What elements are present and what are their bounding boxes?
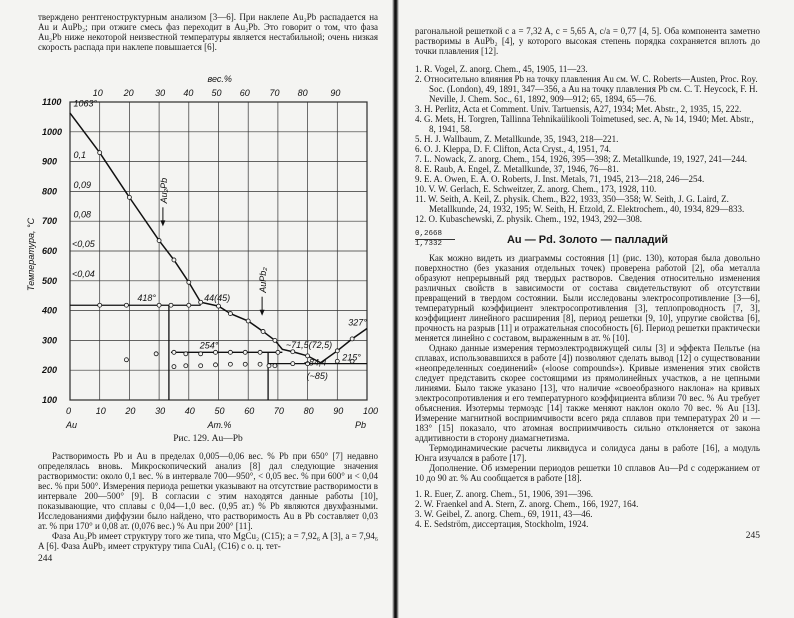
data-point — [172, 350, 176, 354]
reference-item: 6. O. J. Kleppa, D. F. Clifton, Acta Cryst., 4, 1951, 74. — [415, 144, 612, 154]
reference-item: 12. O. Kubaschewski, Z. physik. Chem., 192, 1943, 292—308. — [415, 214, 642, 224]
top-tick-label: 90 — [330, 88, 341, 98]
left-top-paragraph — [38, 12, 378, 52]
x-tick-label: 90 — [333, 406, 344, 416]
data-point — [291, 350, 295, 354]
x-tick-label: 100 — [363, 406, 379, 416]
data-point — [154, 352, 158, 356]
annotation-label: 0,1 — [73, 150, 87, 161]
end-label-pb: Pb — [355, 420, 367, 430]
data-point — [228, 312, 232, 316]
y-tick-label: 1000 — [42, 126, 63, 137]
reference-item: 7. L. Nowack, Z. anorg. Chem., 154, 1926, 395—398; Z. Metallkunde, 19, 1927, 241—244. — [415, 154, 748, 164]
end-label-au: Au — [66, 420, 78, 430]
y-tick-label: 900 — [42, 156, 58, 167]
annotation-label: 254° — [199, 340, 219, 351]
y-tick-label: 200 — [42, 365, 58, 376]
reference-item: 9. E. A. Owen, E. A. O. Roberts, J. Inst. Metals, 71, 1945, 213—218, 246—254. — [415, 174, 705, 184]
annotation-label: (~85) — [306, 371, 328, 382]
data-point — [199, 364, 203, 368]
y-tick-label: 500 — [42, 275, 58, 286]
annotation-label: 418° — [137, 292, 156, 303]
annotation-label: 1063° — [73, 98, 98, 109]
right-page-column — [415, 26, 760, 542]
references-au-pb — [415, 64, 760, 224]
y-tick-label: 100 — [42, 395, 58, 405]
x-tick-label: 40 — [184, 406, 195, 416]
data-point — [184, 352, 188, 356]
page-number-left: 244 — [38, 554, 53, 564]
section-heading-row — [415, 230, 760, 249]
references-au-pd — [415, 489, 760, 529]
x-axis-label: Ат.% — [207, 420, 232, 430]
top-tick-label: 50 — [211, 88, 222, 98]
page-number-right: 245 — [745, 531, 760, 541]
phase-label: Au₂Pb — [158, 177, 169, 204]
data-point — [258, 350, 262, 354]
data-point — [267, 364, 271, 368]
reference-item: 8. E. Raub, A. Engel, Z. Metallkunde, 37, 1946, 76—81. — [415, 164, 619, 174]
paragraph: Растворимость Pb и Au в пределах 0,005—0,06 вес. % Pb при 650° [7] недавно определялась вновь. Микроскопический анализ [8] дал следующие значения растворимости: около 0,1 вес. % в интервале 700—950°, < 0,05 вес. % при 600° и < 0,04 вес. % при 500°. Измерения периода решетки указывают на отсутствие растворимости в интервале 200—500° [9]. В согласии с этим находятся данные работы [10], показывающие, что сплавы с 0,04—1,0 вес. (0,95 ат.) % Pb являются двухфазными. Исследованиями диффузии было найдено, что растворимость Au в Pb составляет 0,03 ат. % при 170° и 0,08 ат. (0,076 вес.) % Au при 200° [11]. — [38, 451, 378, 531]
figure-caption: Рис. 129. Au—Pb — [173, 434, 243, 444]
data-point — [127, 195, 131, 199]
annotation-label: 44(45) — [204, 292, 231, 303]
y-tick-label: 300 — [42, 335, 58, 346]
reference-item: 11. W. Seith, A. Keil, Z. physik. Chem., B22, 1933, 350—358; W. Seith, J. G. Laird, Z. Metallkunde, 24, 1932, 195; W. Seith, H. Etzold, Z. Elektrochem., 40, 1934, 829—833. — [415, 194, 745, 214]
data-point — [169, 303, 173, 307]
data-point — [350, 337, 354, 341]
paragraph: Дополнение. Об измерении периодов решетки 10 сплавов Au—Pd с содержанием от 10 до 90 ат. % Au сообщается в работе [18]. — [415, 463, 760, 483]
annotation-label: 327° — [348, 317, 367, 328]
y-axis-label: Температура, °C — [26, 217, 36, 291]
x-tick-label: 0 — [66, 406, 72, 416]
data-point — [187, 280, 191, 284]
left-bottom-column — [38, 434, 378, 565]
annotation-label: <0,04 — [72, 268, 95, 279]
reference-item: 3. H. Perlitz, Acta et Comment. Univ. Tartuensis, A27, 1934; Met. Abstr., 2, 1935, 15, 222. — [415, 104, 742, 114]
right-body — [415, 253, 760, 483]
data-point — [214, 363, 218, 367]
annotation-label: 215° — [342, 352, 361, 363]
paragraph: Фаза Au₂Pb имеет структуру того же типа, что MgCu₂ (C15); a = 7,92₆ A [3], a = 7,94₆ A [6]. Фаза AuPb₂ имеет структуру типа CuAl₂ (C16) с о. ц. тет- — [38, 531, 378, 551]
reference-item: 3. W. Geibel, Z. anorg. Chem., 69, 1911, 43—46. — [415, 509, 593, 519]
top-tick-label: 70 — [269, 88, 280, 98]
data-point — [258, 362, 262, 366]
x-tick-label: 20 — [125, 406, 136, 416]
data-point — [184, 364, 188, 368]
x-tick-label: 80 — [303, 406, 314, 416]
x-tick-label: 60 — [244, 406, 255, 416]
top-tick-label: 40 — [183, 88, 194, 98]
x-tick-label: 10 — [95, 406, 106, 416]
reference-item: 1. R. Vogel, Z. anorg. Chem., 45, 1905, 11—23. — [415, 64, 588, 74]
annotation-label: 0,09 — [73, 179, 92, 190]
arrow-head-icon — [160, 220, 165, 226]
data-point — [228, 362, 232, 366]
reference-item: 4. G. Mets, H. Torgren, Tallinna Tehnikaülikooli Toimetused, sec. A, № 14, 1940; Met. Abstr., 8, 1941, 58. — [415, 114, 754, 134]
top-tick-label: 60 — [239, 88, 250, 98]
data-point — [335, 349, 339, 353]
reference-item: 1. R. Euer, Z. anorg. Chem., 51, 1906, 391—396. — [415, 489, 593, 499]
data-point — [157, 303, 161, 307]
paragraph: Термодинамические расчеты ликвидуса и солидуса даны в работе [16], а модуль Юнга изучался в работе [17]. — [415, 443, 760, 463]
data-point — [246, 319, 250, 323]
reference-item: 4. E. Sedström, диссертация, Stockholm, 1924. — [415, 519, 589, 529]
data-point — [261, 329, 265, 333]
data-point — [273, 338, 277, 342]
annotation-label: ~84,4 — [303, 357, 327, 368]
data-point — [172, 365, 176, 369]
data-point — [228, 350, 232, 354]
annotation-label: 0,08 — [73, 209, 92, 220]
data-point — [187, 303, 191, 307]
paragraph: Однако данные измерения термоэлектродвижущей силы [3] и эффекта Пельтье (на сплавах, использовавшихся в работе [4]) позволяют сделать вывод [12] о существовании «неопределенных соединений» («loose compounds»). Кривые изменения этих свойств следует представить скорее состоящими из прямолинейных участков, а не цепными линиями. Было также указано [13], что наличие «своеобразного наклона» на кривых электросопротивления и его температурного коэффициента вблизи 70 вес. % Au требует объяснения. Изотермы термоэдс [14] также меняют наклон около 70 вес. % Au [13]. Измерение магнитной восприимчивости всего ряда сплавов при температурах 20 и —183° [15] показало, что атомная восприимчивость сильно отклоняется от закона аддитивности в сторону диамагнетизма. — [415, 343, 760, 443]
section-heading: Au — Pd. Золото — палладий — [506, 233, 668, 246]
x-tick-label: 30 — [155, 406, 166, 416]
paragraph: рагональной решеткой с a = 7,32 A, c = 5,65 A, c/a = 0,77 [4, 5]. Оба компонента заметно растворимы в AuPb₂ [4], у которого высокая степень порядка сохраняется вплоть до точки плавления [12]. — [415, 26, 760, 56]
data-point — [157, 239, 161, 243]
data-point — [172, 258, 176, 262]
data-point — [273, 364, 277, 368]
data-point — [199, 300, 203, 304]
data-point — [124, 303, 128, 307]
x-tick-label: 50 — [214, 406, 225, 416]
paragraph: Как можно видеть из диаграммы состояния [1] (рис. 130), которая была довольно поверхностно (без указания отдельных точек) проверена работой [2], оба металла образуют непрерывный ряд твердых растворов. Сведения относительно изменения различных свойств в зависимости от состава свидетельствуют об отсутствии превращений в твердом состоянии. Были исследованы электросопротивление [3—6], температурный коэффициент электросопротивления [3], теплопроводность [7, 3], коэффициент линейного расширения [8], период решетки [9, 10], упругие свойства [6], прочность на разрыв [11] и отражательная способность [6]. Период решетки практически меняется линейно с составом, выраженным в ат. % [10]. — [415, 253, 760, 343]
y-tick-label: 800 — [42, 186, 58, 197]
data-point — [199, 352, 203, 356]
phase-diagram-au-pb — [0, 60, 395, 432]
arrow-head-icon — [260, 310, 265, 316]
code-bottom: 1,7332 — [415, 240, 443, 248]
left-body — [38, 451, 378, 551]
x-tick-label: 70 — [273, 406, 284, 416]
data-point — [335, 359, 339, 363]
y-tick-label: 400 — [42, 305, 58, 316]
data-point — [276, 350, 280, 354]
reference-item: 2. W. Fraenkel and A. Stern, Z. anorg. Chem., 166, 1927, 164. — [415, 499, 639, 509]
y-tick-label: 1100 — [42, 97, 62, 107]
annotation-label: ~71,5(72,5) — [285, 339, 333, 350]
data-point — [243, 350, 247, 354]
atomic-ratio-code — [415, 230, 455, 249]
data-point — [243, 362, 247, 366]
data-point — [214, 350, 218, 354]
right-top-paragraph — [415, 26, 760, 56]
top-tick-label: 30 — [155, 88, 166, 98]
phase-label: AuPb₂ — [258, 267, 269, 293]
reference-item: 5. H. J. Wallbaum, Z. Metallkunde, 35, 1943, 218—221. — [415, 134, 619, 144]
code-top: 0,2668 — [415, 230, 455, 240]
data-point — [217, 304, 221, 308]
annotation-label: <0,05 — [72, 239, 95, 250]
data-point — [124, 358, 128, 362]
reference-item: 10. V. W. Gerlach, E. Schweitzer, Z. anorg. Chem., 173, 1928, 110. — [415, 184, 657, 194]
top-tick-label: 80 — [297, 88, 308, 98]
paragraph: твержденo рентгеноструктурным анализом [3—6]. При наклепе Au₂Pb распадается на Au и AuPb₂; при отжиге смесь фаз переходит в Au₂Pb. Это говорит о том, что фаза Au₂Pb ниже некоторой неизвестной температуры является нестабильной; очень низкая скорость распада при наклепе повышается [6]. — [38, 12, 378, 52]
data-point — [291, 362, 295, 366]
reference-item: 2. Относительно влияния Pb на точку плавления Au см. W. C. Roberts—Austen, Proc. Roy. Soc. (London), 49, 1891, 347—356, а Au на точку плавления Pb см. C. T. Heycock, F. H. Neville, J. Chem. Soc., 61, 1892, 909—912; 65, 1894, 65—76. — [415, 74, 758, 104]
top-axis-label: вес.% — [207, 74, 232, 84]
data-point — [98, 151, 102, 155]
data-point — [98, 303, 102, 307]
top-tick-label: 20 — [123, 88, 134, 98]
y-tick-label: 700 — [42, 216, 58, 227]
y-tick-label: 600 — [42, 246, 58, 256]
top-tick-label: 10 — [92, 88, 103, 98]
